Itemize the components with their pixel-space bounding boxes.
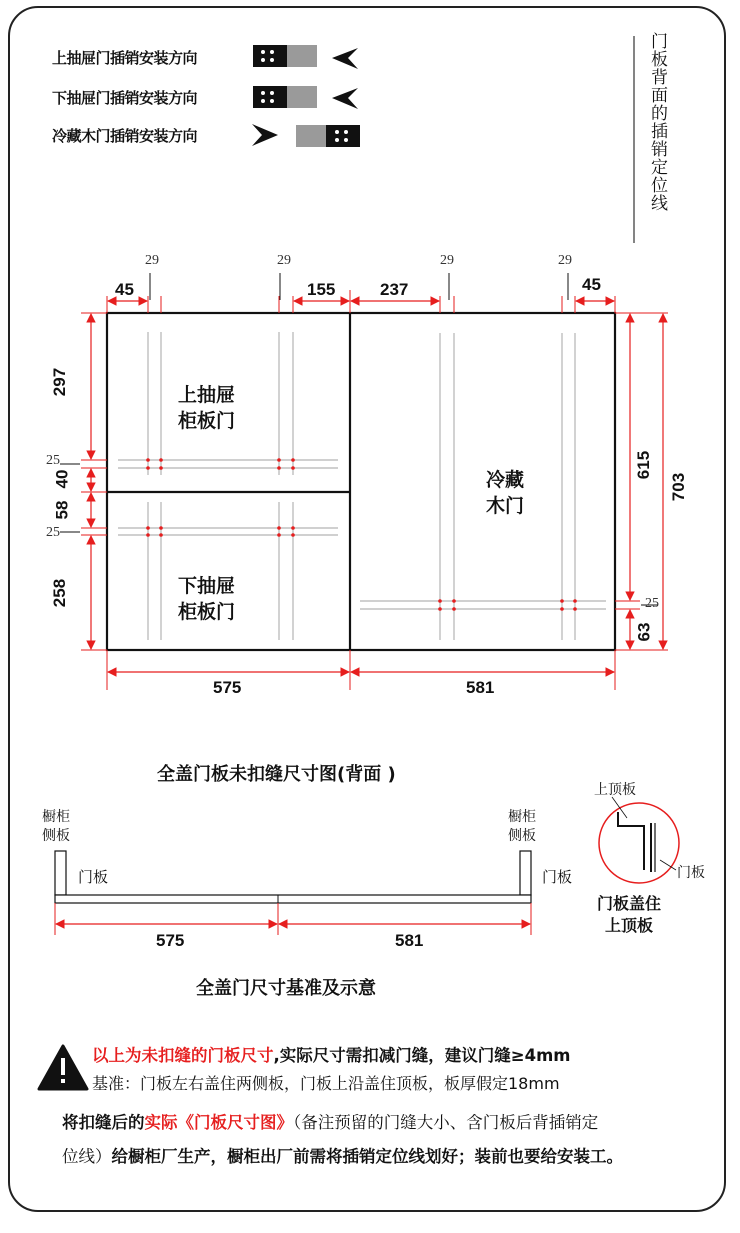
dim-25-lower: 25 bbox=[46, 525, 60, 540]
arrow-right-icon bbox=[252, 124, 278, 146]
dim-297: 297 bbox=[50, 367, 70, 397]
circle-detail bbox=[599, 797, 679, 883]
circle-caption: 门板盖住 上顶板 bbox=[597, 894, 662, 935]
dim-45-left: 45 bbox=[115, 280, 134, 299]
legend-cold-label: 冷藏木门插销安装方向 bbox=[52, 127, 198, 145]
schematic-drawing bbox=[55, 851, 531, 935]
dim-581: 581 bbox=[466, 678, 495, 697]
dim-25-upper: 25 bbox=[46, 453, 60, 468]
dim-40: 40 bbox=[52, 469, 72, 489]
dim-155: 155 bbox=[307, 280, 336, 299]
top-panel-label: 上顶板 bbox=[594, 782, 636, 798]
dim-25-right: 25 bbox=[645, 596, 659, 611]
right-side-panel-label: 橱柜 侧板 bbox=[508, 809, 536, 844]
schematic-dim-581: 581 bbox=[395, 931, 424, 950]
dim-575: 575 bbox=[213, 678, 242, 697]
side-note: 门板背面的插销定位线 bbox=[647, 32, 667, 212]
dim-258: 258 bbox=[50, 578, 70, 608]
schematic-title: 全盖门尺寸基准及示意 bbox=[196, 978, 376, 999]
arrow-left-icon-1 bbox=[332, 48, 358, 69]
door-label-left: 门板 bbox=[78, 868, 109, 886]
legend-icon-cold bbox=[296, 125, 360, 147]
arrow-left-icon-2 bbox=[332, 88, 358, 109]
dim-703: 703 bbox=[669, 472, 689, 502]
lower-drawer-label: 下抽屉 柜板门 bbox=[178, 575, 236, 623]
dimension-lines bbox=[91, 301, 663, 672]
legend-icon-upper bbox=[253, 45, 317, 67]
warning-black-text: ,实际尺寸需扣减门缝，建议门缝≥4mm bbox=[273, 1046, 571, 1065]
dim-29-a: 29 bbox=[145, 253, 159, 268]
footer-line-2: 位线）给橱柜厂生产，橱柜出厂前需将插销定位线划好；装前也要给安装工。 bbox=[62, 1147, 623, 1166]
circle-door-label: 门板 bbox=[677, 865, 705, 881]
extension-lines bbox=[81, 290, 668, 690]
diagram-title: 全盖门板未扣缝尺寸图(背面 ) bbox=[157, 764, 396, 785]
legend-lower-label: 下抽屉门插销安装方向 bbox=[52, 89, 198, 107]
dim-615: 615 bbox=[634, 450, 654, 480]
legend-upper-label: 上抽屉门插销安装方向 bbox=[52, 49, 198, 67]
schematic-dim-575: 575 bbox=[156, 931, 185, 950]
cold-door-label: 冷藏 木门 bbox=[486, 469, 525, 517]
door-label-right: 门板 bbox=[542, 868, 573, 886]
warning-icon bbox=[39, 1046, 87, 1089]
left-side-panel-label: 橱柜 侧板 bbox=[42, 809, 70, 844]
warning-line-2: 基准：门板左右盖住两侧板，门板上沿盖住顶板，板厚假定18mm bbox=[92, 1074, 560, 1093]
dim-58: 58 bbox=[52, 500, 72, 520]
dim-29-b: 29 bbox=[277, 253, 291, 268]
dim-45-right: 45 bbox=[582, 275, 601, 294]
dim-63: 63 bbox=[634, 622, 654, 642]
warning-red-text: 以上为未扣缝的门板尺寸 bbox=[92, 1046, 274, 1065]
legend-icon-lower bbox=[253, 86, 317, 108]
small-leader-lines bbox=[60, 273, 658, 605]
dim-29-d: 29 bbox=[558, 253, 572, 268]
footer-line-1: 将扣缝后的实际《门板尺寸图》（备注预留的门缝大小、含门板后背插销定 bbox=[62, 1113, 599, 1132]
upper-drawer-label: 上抽屉 柜板门 bbox=[178, 384, 236, 432]
dim-29-c: 29 bbox=[440, 253, 454, 268]
dim-237: 237 bbox=[380, 280, 409, 299]
